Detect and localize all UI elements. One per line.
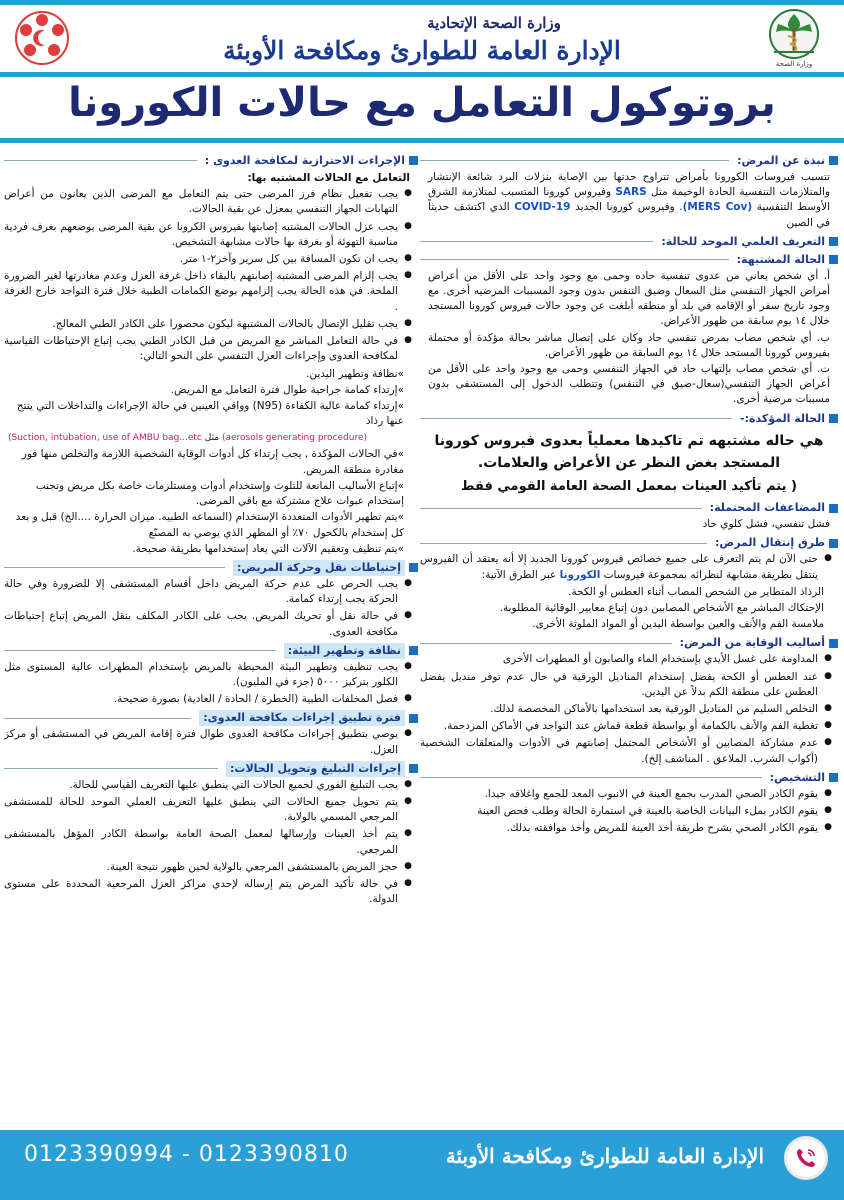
list-item: ● يقوم الكادر الصحي المدرب بجمع العينة في الانبوب المعد للجمع واغلاقه جيدا. [420, 787, 834, 802]
header-stripe [0, 0, 844, 5]
sudan-health-ministry-logo-icon [764, 6, 824, 70]
complications-text: فشل تنفسي، فشل كلوي حاد [702, 518, 830, 531]
transport-list [4, 577, 418, 640]
suspected-c: ت. أي شخص مصاب بإلتهاب حاد في الجهاز التنفسي وحمى مع وجود واحد على الأقل من أعراض الجهاز التنفسي(سعال-ضيق في التنفس) وتتطلب الدخول إلى المستشفى بدون مسببات مرضية أخرى. [428, 363, 830, 406]
list-item: ● في حالة تأكيد المرض يتم إرساله لإحدي مراكز العزل المرجعية المحددة على مستوى الدولة. [4, 877, 414, 907]
phone-icon [784, 1136, 828, 1180]
section-complications [420, 500, 838, 532]
list-item: »يتم تنظيف وتعقيم الآلات التي يعاد إستخدامها بطريقة صحيحة. [132, 542, 404, 555]
list-item: ● التخلص السليم من المناديل الورقية بعد استخدامها بالأماكن المخصصة لذلك. [420, 702, 834, 717]
precautions-list [4, 187, 418, 364]
list-item: ● فصل المخلفات الطبية (الخطرة / الحادة / العادية) بصورة صحيحة. [4, 692, 414, 707]
list-item: »إرتداء كمامة عالية الكفاءة (N95) وواقي العينين في حالة الإجراءات والتداخلات التي ينتج عنها رذاذ [16, 400, 404, 428]
page-header [0, 0, 844, 146]
footer-department: الإدارة العامة للطوارئ ومكافحة الأوبئة [445, 1144, 764, 1168]
section-heading: إحتياطات نقل وحركة المريض: [4, 560, 418, 576]
subsection-heading: الحالة المشتبهة: [420, 252, 838, 268]
header-stripe-mid [0, 72, 844, 77]
section-prevention [420, 635, 838, 766]
square-bullet-icon [829, 773, 838, 782]
duration-list [4, 727, 418, 757]
list-item: الرذاذ المتطاير من الشحص المصاب أثناء العطس أو الكحة. [568, 585, 824, 598]
section-duration [4, 710, 418, 757]
list-item: ● حجز المريض بالمستشفى المرجعي بالولاية لحين ظهور نتيجة العينة. [4, 860, 414, 875]
right-column [420, 150, 838, 1085]
square-bullet-icon [829, 156, 838, 165]
list-item: ● يجب عزل الحالات المشتبه إصابتها بفيروس الكرونا عن بقية المرضى بوضعهم بغرف فردية مناسبة التهوئة أو بغرفة بها حالات مشابهة التشخيص. [4, 220, 414, 250]
transmission-intro [420, 552, 838, 582]
section-heading: المضاعفات المحتملة: [420, 500, 838, 516]
square-bullet-icon [409, 714, 418, 723]
confirmed-note: ( يتم تأكيد العينات بمعمل الصحة العامة القومي فقط [461, 479, 797, 495]
section-transport [4, 560, 418, 640]
square-bullet-icon [829, 639, 838, 648]
section-transmission [420, 535, 838, 632]
list-item: ملامسة الفم والأنف والعين بواسطة اليدين أو المواد الملوثة الأخرى. [532, 618, 824, 631]
section-about [420, 153, 838, 231]
section-definition [420, 234, 838, 408]
page-title: بروتوكول التعامل مع حالات الكورونا [68, 80, 776, 126]
square-bullet-icon [409, 764, 418, 773]
footer-phone-numbers[interactable]: 0123390994 - 0123390810 [24, 1142, 349, 1167]
list-item: ● يجب إلزام المرضى المشتبه إصابتهم بالبقاء داخل غرفة العزل وعدم مغادرتها لغير الضرورة الملحة. في هذه الحالة يجب إلزامهم بوضع الكمامات الطبية خلال فترة التواجد خارج الغرفة . [4, 269, 414, 315]
list-item: ● حتى الآن لم يتم التعرف على جميع خصائص فيروس كورونا الجديد إلا أنه يعتقد أن الفيروس ينتقل بطريقة مشابهة لنظرائه بمجموعة فيروسات الكورونا عبر الطرق الآتية: [420, 552, 834, 582]
square-bullet-icon [409, 646, 418, 655]
page-footer [0, 1130, 844, 1200]
reporting-list [4, 778, 418, 908]
header-stripe-bottom [0, 138, 844, 143]
diagnosis-list [420, 787, 838, 837]
environment-list [4, 660, 418, 708]
list-item: ● عدم مشاركة المصابين أو الأشخاص المحتمل إصابتهم في الأدوات والمتعلقات الشخصية (أكواب الشرب. الملاعق . المناشف إلخ). [420, 736, 834, 766]
section-heading: التشخيص: [420, 770, 838, 786]
prevention-list [420, 652, 838, 767]
section-heading: طرق إنتقال المرض: [420, 535, 838, 551]
ministry-name: وزارة الصحة الإتحادية [427, 14, 561, 32]
section-environment [4, 643, 418, 708]
section-heading: الإجراءت الاحترازية لمكافحة العدوى : [4, 153, 418, 169]
list-item: »في الحالات المؤكدة , يجب إرتداء كل أدوات الوقاية الشخصية اللازمة والتخلص منها فور مغادرة منطقة المريض. [21, 448, 404, 476]
logo-caption: وزارة الصحة [775, 60, 813, 68]
list-item: ● في حالة نقل أو تحريك المريض. يجب على الكادر المكلف بنقل المريض إتباع إحتياطات مكافحة العدوى. [4, 609, 414, 639]
red-crescent-logo-icon [14, 10, 70, 66]
department-title: الإدارة العامة للطوارئ ومكافحة الأوبئة [223, 36, 621, 65]
list-item: »إرتداء كمامة جراحية طوال فترة التعامل مع المريض. [170, 383, 404, 396]
list-item: ● يجب تنظيف وتطهير البيئة المحيطة بالمريض بإستخدام المطهرات عالية المستوى مثل الكلور بتركيز ٥٠٠٠ (جزء في المليون). [4, 660, 414, 690]
section-heading: نظافة وتطهير البيئة: [4, 643, 418, 659]
list-item: ● في حالة التعامل المباشر مع المريض من قبل الكادر الطبي يجب إتباع الإحتياطات القياسية لمكافحة العدوى وإجراءات العزل التنفسي على النحو التالي: [4, 334, 414, 364]
square-bullet-icon [829, 504, 838, 513]
confirmed-definition: هي حاله مشتبهه تم تاكيدها معملياً بعدوى فيروس كورونا المستجد بغض النظر عن الأعراض والعلامات. [434, 432, 824, 471]
list-item: ● يتم تحويل جميع الحالات التي ينطبق عليها التعريف العملي الموحد للحالة للمستشفى المرجعي المسمي بالولاية. [4, 795, 414, 825]
section-precautions [4, 153, 418, 557]
list-item: ● يجب تقليل الإتصال بالحالات المشتبهة ليكون محصورا على الكادر الطبي المعالج. [4, 317, 414, 332]
list-item: »إتباع الأساليب المانعة للتلوث وإستخدام أدوات ومستلزمات خاصة بكل مريض وتجنب إستخدام عبوات علاج مشتركة مع باقي المرضى. [35, 479, 404, 508]
list-item: ● يجب تفعيل نظام فرز المرضى حتى يتم التعامل مع المرضى الذين يعانون من أعراض التهابات الجهاز التنفسي بمعزل عن بقية الحالات. [4, 187, 414, 217]
list-item: ● يجب ان تكون المسافة بين كل سرير وآخر٢-١ متر. [4, 252, 414, 267]
list-item: ● عند العطس أو الكحة يفضل إستخدام المناديل الورقية في حال عدم توفر منديل يفضل العطس على منطقة الكم بدلاً عن اليدين. [420, 670, 834, 700]
square-bullet-icon [409, 156, 418, 165]
phone-handset-icon [793, 1145, 819, 1171]
subsection-heading: التعامل مع الحالات المشتبه بها: [247, 171, 410, 184]
aerosol-examples: (Suction, intubation, use of AMBU bag...etc مثل (aerosols generating procedure) [8, 433, 367, 444]
list-item: ● يقوم الكادر بملء البيانات الخاصة بالعينة في استمارة الحالة وطلب فحص العينة [420, 804, 834, 819]
square-bullet-icon [829, 539, 838, 548]
square-bullet-icon [829, 414, 838, 423]
left-column [4, 150, 418, 1085]
list-item: »يتم تطهير الأدوات المتعددة الإستخدام (السماعه الطبيه. ميزان الحرارة ....الخ) قبل و بعد كل إستخدام بالكحول ٧٠٪ أو المطهر الذي يوصي به المصنّع [15, 511, 404, 539]
list-item: »نظافة وتطهير اليدين. [306, 367, 404, 380]
list-item: ● يجب الحرص على عدم حركة المريض داخل أقسام المستشفى إلا للضرورة وفي حالة الحركة يجب إرتداء كمامة. [4, 577, 414, 607]
list-item: ● تغطية الفم والأنف بالكمامة أو بواسطة قطعة قماش عند التواجد في الأماكن المزدحمة. [420, 719, 834, 734]
section-reporting [4, 761, 418, 908]
square-bullet-icon [409, 563, 418, 572]
section-heading: أساليب الوقاية من المرض: [420, 635, 838, 651]
square-bullet-icon [829, 255, 838, 264]
section-diagnosis [420, 770, 838, 837]
suspected-b: ب. أي شخص مصاب بمرض تنفسي حاد وكان على إتصال مباشر بحالة مؤكدة أو محتملة بفيروس كورونا المستجد خلال ١٤ يوم السابقة من ظهور الأعراض. [428, 331, 830, 359]
section-heading: التعريف العلمي الموحد للحالة: [420, 234, 838, 250]
suspected-a: أ. أي شخص يعاني من عدوى تنفسية حاده وحمى مع وجود واحد على الأقل من أعراض أمراض الجهاز التنفسي مثل السعال وضيق التنفس بدون وجود المسببات المرضيه أخرى. مع وجود تاريخ سفر أو الإقامه في بلد أو منطقه أبلغت عن وجود حالات فيروس كورونا المستجد خلال ١٤ يوم سابقة من ظهور الأعراض. [428, 269, 830, 328]
about-text: تتسبب فيروسات الكورونا بأمراض تتراوح حدتها بين الإصابة بنزلات البرد شائعة الإنتشار والمتلازمات التنفسية الحادة الوخيمة مثل SARS وفيروس كورونا المتسبب لمتلازمة الشرق الأوسط التنفسية (MERS Cov). وفيروس كورونا الجديد COVID-19 الذي اكتشف حديثاً في الصين [428, 170, 830, 229]
list-item: ● يتم أخذ العينات وإرسالها لمعمل الصحة العامة بواسطة الكادر المؤهل بالمستشفى المرجعي. [4, 827, 414, 857]
transmission-list [420, 585, 838, 633]
list-item: ● يجب التبليغ الفوري لجميع الحالات التي ينطبق عليها التعريف القياسي للحالة. [4, 778, 414, 793]
precautions-sublist [4, 367, 418, 430]
section-heading: الحالة المؤكدة:- [420, 411, 838, 427]
list-item: الإحتكاك المباشر مع الأشخاص المصابين دون إتباع معايير الوقائية المطلوبة. [499, 601, 824, 614]
square-bullet-icon [829, 237, 838, 246]
section-heading: نبذة عن المرض: [420, 153, 838, 169]
section-confirmed [420, 411, 838, 498]
list-item: ● يقوم الكادر الصحي بشرح طريقة أخذ العينة للمريض وأخذ موافقته بذلك. [420, 821, 834, 836]
list-item: ● المداومة على غسل الأيدي بإستخدام الماء والصابون أو المطهرات الأخرى [420, 652, 834, 667]
section-heading: فترة تطبيق إجراءات مكافحة العدوى: [4, 710, 418, 726]
section-heading: إجراءات التبليغ وتحويل الحالات: [4, 761, 418, 777]
precautions-more [4, 447, 418, 557]
list-item: ● يوصي بتطبيق إجراءات مكافحة العدوى طوال فترة إقامة المريض في المستشفى أو مركز العزل. [4, 727, 414, 757]
